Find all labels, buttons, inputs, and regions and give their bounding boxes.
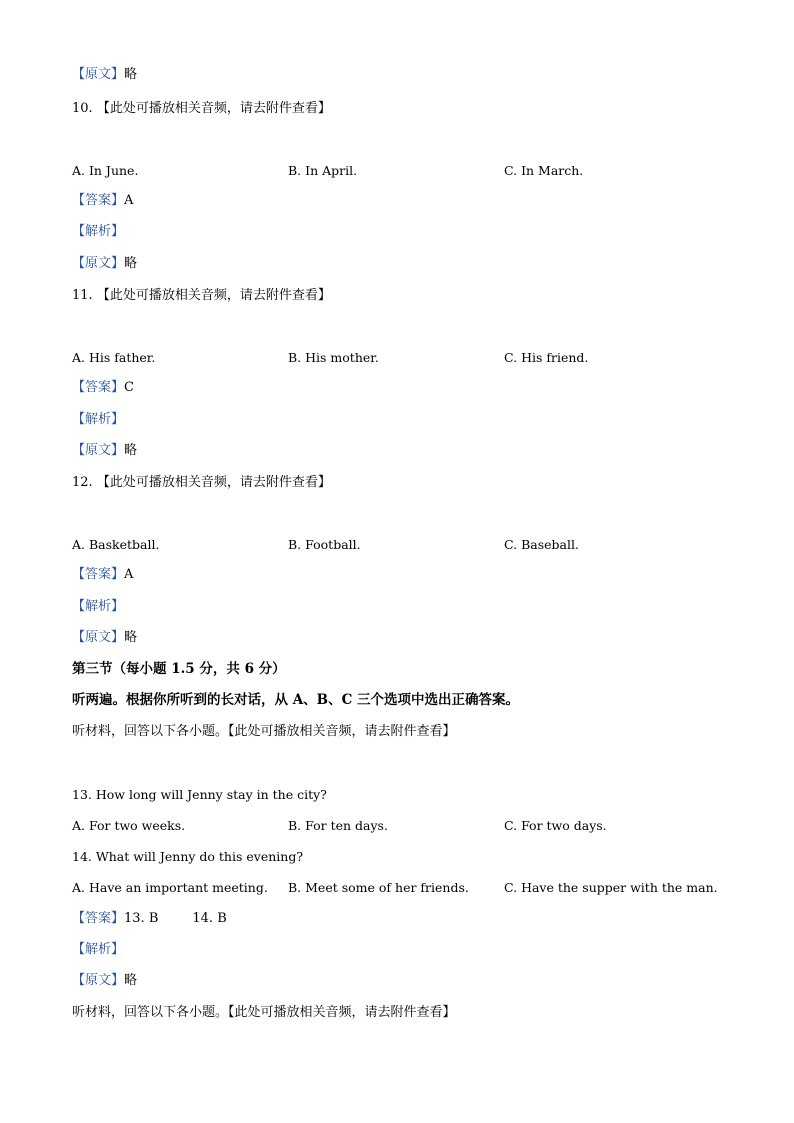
original-text: 略 bbox=[124, 256, 138, 271]
analysis-label: 【解析】 bbox=[72, 412, 125, 427]
option-c: C. For two days. bbox=[504, 818, 607, 833]
answer-line-13-14 bbox=[72, 910, 227, 928]
answer-line-12 bbox=[72, 566, 133, 584]
analysis-label: 【解析】 bbox=[72, 942, 125, 957]
audio-note: 【此处可播放相关音频，请去附件查看】 bbox=[228, 1005, 456, 1020]
answer-line-11 bbox=[72, 379, 134, 397]
option-c: C. In March. bbox=[504, 163, 584, 178]
original-label: 【原文】 bbox=[72, 256, 125, 271]
original-text: 略 bbox=[124, 443, 138, 458]
option-b: B. His mother. bbox=[288, 350, 379, 365]
analysis-label: 【解析】 bbox=[72, 599, 125, 614]
option-c: C. His friend. bbox=[504, 350, 589, 365]
question-10-options bbox=[72, 162, 752, 180]
question-12-header bbox=[72, 474, 331, 492]
answer-label: 【答案】 bbox=[72, 380, 125, 395]
question-13-options bbox=[72, 817, 752, 835]
option-a: A. For two weeks. bbox=[72, 818, 186, 833]
audio-note: 【此处可播放相关音频，请去附件查看】 bbox=[96, 101, 331, 116]
answer-line-10 bbox=[72, 192, 133, 210]
answer-14: 14. B bbox=[192, 911, 227, 926]
answer-13: 13. B bbox=[124, 911, 159, 926]
question-14-options bbox=[72, 879, 752, 897]
option-c: C. Baseball. bbox=[504, 537, 579, 552]
answer-value: C bbox=[124, 380, 134, 395]
original-label: 【原文】 bbox=[72, 443, 125, 458]
original-label: 【原文】 bbox=[72, 630, 125, 645]
section-3-instruction: 听两遍。根据你所听到的长对话，从 A、B、C 三个选项中选出正确答案。 bbox=[72, 692, 520, 708]
original-text: 略 bbox=[124, 67, 138, 82]
audio-note: 【此处可播放相关音频，请去附件查看】 bbox=[96, 288, 331, 303]
answer-label: 【答案】 bbox=[72, 911, 125, 926]
original-label: 【原文】 bbox=[72, 973, 125, 988]
section-3-title: 第三节（每小题 1.5 分，共 6 分） bbox=[72, 661, 286, 677]
audio-note: 【此处可播放相关音频，请去附件查看】 bbox=[228, 724, 456, 739]
analysis-line-12 bbox=[72, 598, 124, 616]
answer-label: 【答案】 bbox=[72, 193, 125, 208]
material-prompt-line-2 bbox=[72, 1004, 456, 1022]
analysis-line-11 bbox=[72, 411, 124, 429]
original-text: 略 bbox=[124, 630, 138, 645]
original-line-10 bbox=[72, 255, 137, 273]
audio-note: 【此处可播放相关音频，请去附件查看】 bbox=[96, 475, 331, 490]
option-b: B. In April. bbox=[288, 163, 358, 178]
question-10-header bbox=[72, 100, 331, 118]
question-14: 14. What will Jenny do this evening? bbox=[72, 849, 304, 864]
option-b: B. Football. bbox=[288, 537, 361, 552]
option-c: C. Have the supper with the man. bbox=[504, 880, 718, 895]
option-a: A. Have an important meeting. bbox=[72, 880, 268, 895]
material-prompt: 听材料，回答以下各小题。 bbox=[72, 1005, 229, 1020]
original-line-11 bbox=[72, 442, 137, 460]
question-number: 12. bbox=[72, 475, 93, 490]
analysis-line-10 bbox=[72, 223, 124, 241]
analysis-line-13-14 bbox=[72, 941, 124, 959]
original-line-prev bbox=[72, 66, 137, 84]
original-label: 【原文】 bbox=[72, 67, 125, 82]
original-line-12 bbox=[72, 629, 137, 647]
original-line-13-14 bbox=[72, 972, 137, 990]
question-number: 10. bbox=[72, 101, 93, 116]
option-b: B. Meet some of her friends. bbox=[288, 880, 469, 895]
question-12-options bbox=[72, 536, 752, 554]
option-a: A. Basketball. bbox=[72, 537, 160, 552]
material-prompt-line-1 bbox=[72, 723, 456, 741]
question-11-options bbox=[72, 349, 752, 367]
answer-label: 【答案】 bbox=[72, 567, 125, 582]
answer-value: A bbox=[124, 193, 134, 208]
answer-value: A bbox=[124, 567, 134, 582]
material-prompt: 听材料，回答以下各小题。 bbox=[72, 724, 229, 739]
original-text: 略 bbox=[124, 973, 138, 988]
option-a: A. In June. bbox=[72, 163, 139, 178]
question-number: 11. bbox=[72, 288, 93, 303]
option-b: B. For ten days. bbox=[288, 818, 388, 833]
option-a: A. His father. bbox=[72, 350, 156, 365]
question-11-header bbox=[72, 287, 331, 305]
analysis-label: 【解析】 bbox=[72, 224, 125, 239]
question-13: 13. How long will Jenny stay in the city? bbox=[72, 787, 327, 802]
